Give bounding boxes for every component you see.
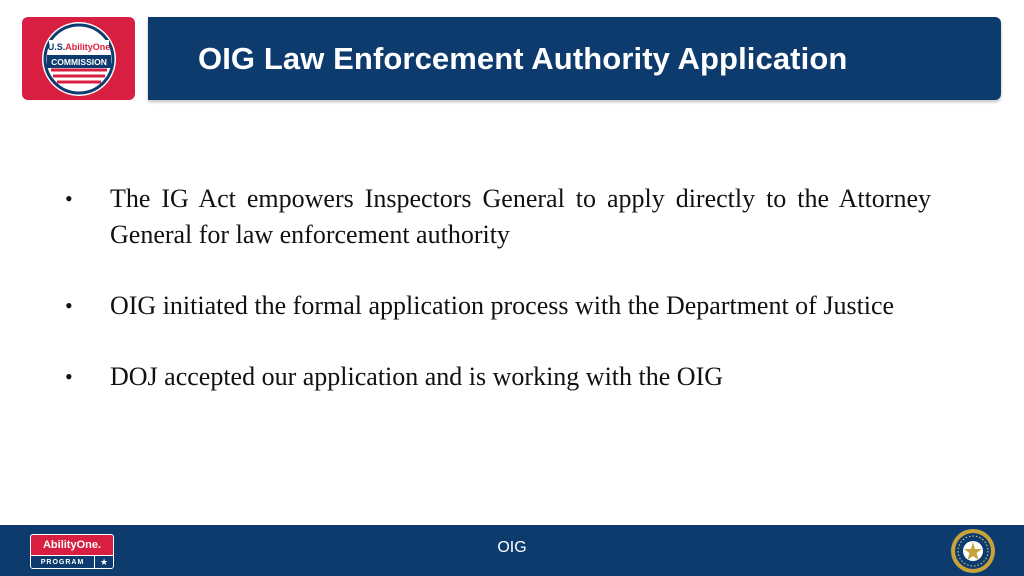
program-badge-bottom: PROGRAM [40,559,85,566]
title-bar [148,17,1001,100]
bullet-list [65,181,931,430]
footer-bar [0,525,1024,576]
abilityone-commission-logo-icon [29,20,129,98]
bullet-item [65,359,931,395]
bullet-dot-icon: • [65,186,73,211]
bullet-item [65,288,931,324]
logo-line1: U.S. [47,41,65,52]
bullet-dot-icon: • [65,364,73,389]
footer-label: OIG [497,539,527,556]
star-icon: ★ [94,556,113,569]
bullet-item [65,181,931,253]
bullet-dot-icon: • [65,293,73,318]
logo-line2: COMMISSION [50,56,107,67]
program-badge-top: AbilityOne. [42,539,102,551]
logo-line1b: AbilityOne [64,41,110,52]
commission-logo [22,17,135,100]
bullet-text: OIG initiated the formal application process with the Department of Justice [110,291,895,320]
bullet-text: The IG Act empowers Inspectors General to apply directly to the Attorney General for law enforcement authority [110,184,931,249]
svg-text:U.S.AbilityOne [47,42,110,52]
agency-seal-icon [950,528,996,574]
bullet-text: DOJ accepted our application and is working with the OIG [110,362,724,391]
page-title: OIG Law Enforcement Authority Application [198,40,848,76]
